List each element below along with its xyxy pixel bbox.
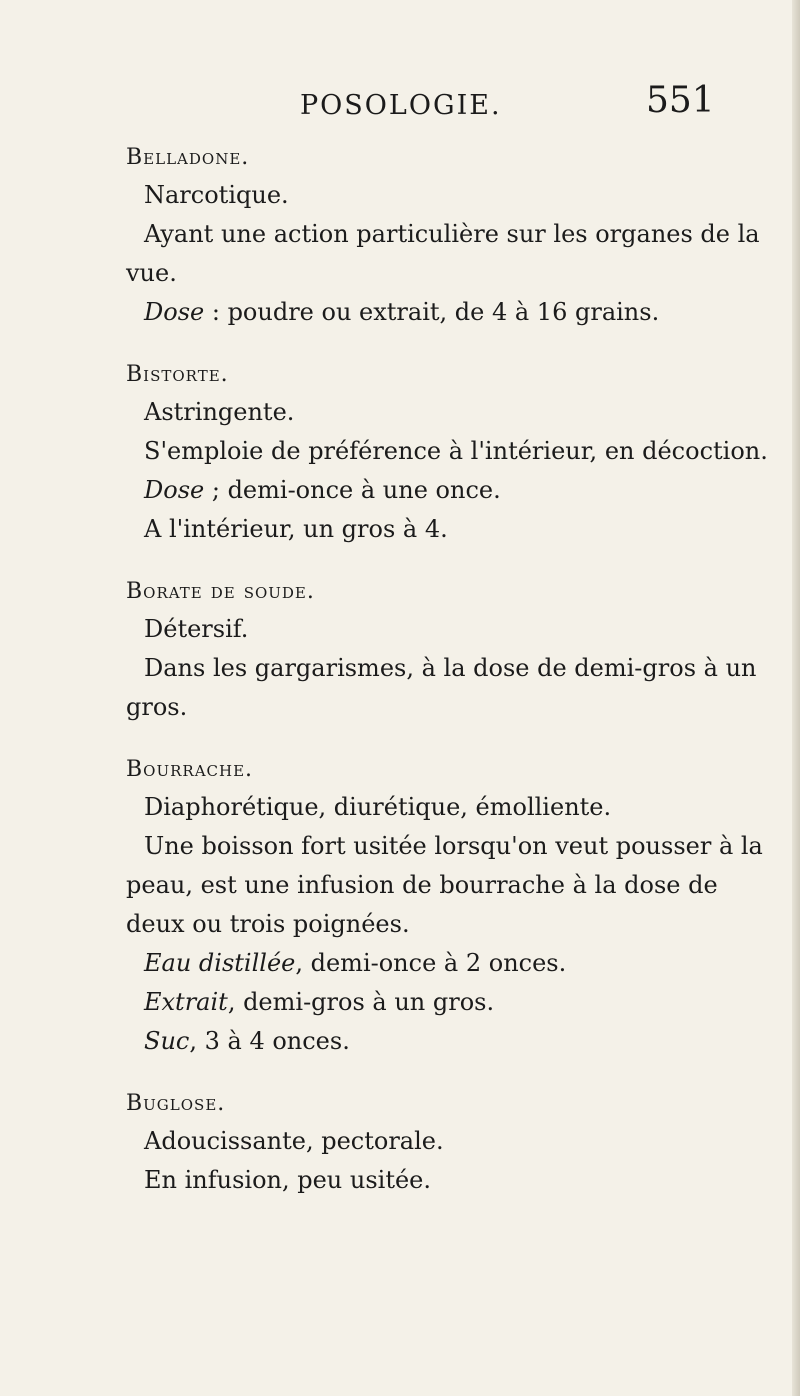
- line-text: deux ou trois poignées.: [126, 910, 410, 938]
- line-text: gros.: [126, 693, 188, 721]
- text-line: [0, 1022, 800, 1061]
- text-line: [0, 176, 800, 215]
- text-line: [0, 254, 800, 293]
- line-text: Ayant une action particulière sur les organes de la: [144, 220, 760, 248]
- entry-spacer: [0, 549, 800, 574]
- line-text: Adoucissante, pectorale.: [144, 1127, 444, 1155]
- line-text: Détersif.: [144, 615, 249, 643]
- italic-term: Extrait: [144, 988, 228, 1016]
- page-content: [0, 140, 800, 1200]
- line-text: peau, est une infusion de bourrache à la dose de: [126, 871, 718, 899]
- text-line: [0, 610, 800, 649]
- page-header: [0, 80, 800, 130]
- entry-heading: Bourrache.: [126, 757, 254, 782]
- line-text: : poudre ou extrait, de 4 à 16 grains.: [204, 298, 660, 326]
- text-line: [0, 432, 800, 471]
- entry: [0, 1086, 800, 1200]
- italic-term: Eau distillée: [144, 949, 296, 977]
- entry-spacer: [0, 1061, 800, 1086]
- line-text: Une boisson fort usitée lorsqu'on veut pousser à la: [144, 832, 763, 860]
- text-line: [0, 215, 800, 254]
- running-title: POSOLOGIE.: [300, 90, 502, 121]
- line-text: Narcotique.: [144, 181, 289, 209]
- page-number: 551: [646, 80, 715, 121]
- line-text: vue.: [126, 259, 177, 287]
- text-line: [0, 471, 800, 510]
- line-text: ; demi-once à une once.: [204, 476, 501, 504]
- entry-heading: Buglose.: [126, 1091, 226, 1116]
- entry: [0, 140, 800, 332]
- entry-spacer: [0, 727, 800, 752]
- line-text: Dans les gargarismes, à la dose de demi-gros à un: [144, 654, 757, 682]
- italic-term: Dose: [144, 476, 205, 504]
- line-text: , demi-once à 2 onces.: [295, 949, 567, 977]
- entry-heading: Borate de soude.: [126, 579, 315, 604]
- text-line: [0, 1122, 800, 1161]
- text-line: [0, 1161, 800, 1200]
- line-text: S'emploie de préférence à l'intérieur, en décoction.: [144, 437, 768, 465]
- text-line: [0, 510, 800, 549]
- line-text: En infusion, peu usitée.: [144, 1166, 432, 1194]
- entry-spacer: [0, 332, 800, 357]
- italic-term: Suc: [144, 1027, 190, 1055]
- entry: [0, 752, 800, 1061]
- entry-heading: Belladone.: [126, 145, 250, 170]
- entry-heading: Bistorte.: [126, 362, 229, 387]
- entry: [0, 357, 800, 549]
- line-text: Diaphorétique, diurétique, émolliente.: [144, 793, 612, 821]
- text-line: [0, 944, 800, 983]
- line-text: , 3 à 4 onces.: [189, 1027, 350, 1055]
- line-text: A l'intérieur, un gros à 4.: [144, 515, 448, 543]
- text-line: [0, 788, 800, 827]
- line-text: , demi-gros à un gros.: [227, 988, 495, 1016]
- text-line: [0, 393, 800, 432]
- entry: [0, 574, 800, 727]
- text-line: [0, 649, 800, 688]
- line-text: Astringente.: [144, 398, 295, 426]
- text-line: [0, 827, 800, 866]
- text-line: [0, 905, 800, 944]
- italic-term: Dose: [144, 298, 205, 326]
- text-line: [0, 983, 800, 1022]
- text-line: [0, 293, 800, 332]
- text-line: [0, 688, 800, 727]
- text-line: [0, 866, 800, 905]
